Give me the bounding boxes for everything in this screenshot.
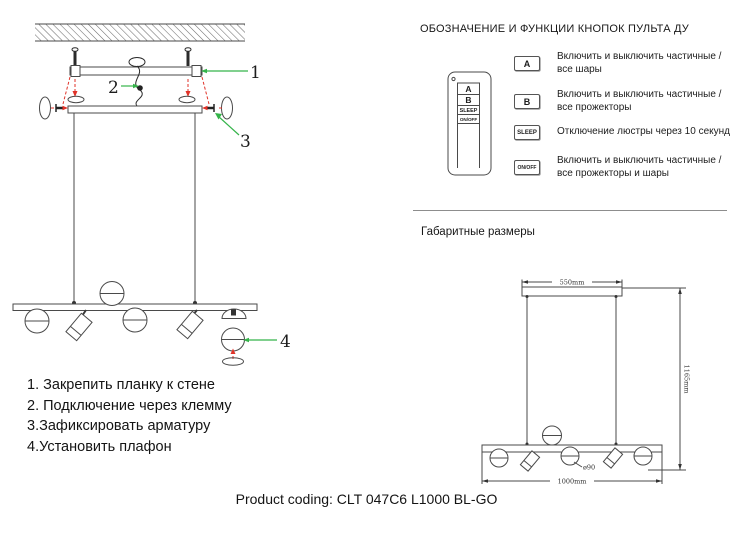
step-3: 3.Зафиксировать арматуру	[27, 418, 211, 434]
callout-2	[108, 78, 139, 98]
dim-550-label: 550mm	[559, 278, 585, 287]
spotlight	[66, 310, 92, 341]
dim-d90-label: ø90	[583, 463, 596, 472]
section-divider	[413, 210, 727, 211]
callout-3	[215, 113, 251, 152]
remote-button-a: A	[465, 84, 472, 94]
legend-onoff-line2: все прожекторы и шары	[557, 167, 669, 179]
legend-a-line2: все шары	[557, 63, 602, 75]
dim-sphere	[490, 449, 508, 467]
sphere-shade-top	[100, 282, 124, 306]
button-b-icon: B	[514, 94, 540, 109]
callout-1-label: 1	[250, 63, 261, 83]
dimensions-drawing	[455, 248, 695, 498]
mounting-screw-right	[185, 48, 191, 66]
legend-onoff-line1: Включить и выключить частичные /	[557, 155, 722, 166]
button-sleep-icon: SLEEP	[514, 125, 540, 140]
callout-2-label: 2	[108, 78, 119, 98]
dim-1000-label: 1000mm	[557, 477, 587, 486]
callout-4-label: 4	[280, 332, 291, 352]
legend-b-line2: все прожекторы	[557, 101, 632, 113]
callout-3-label: 3	[240, 132, 251, 152]
button-a-icon: A	[514, 56, 540, 71]
callout-4	[243, 332, 291, 352]
dim-canopy-plate	[522, 287, 622, 296]
installation-steps	[27, 375, 232, 457]
step-4: 4.Установить плафон	[27, 438, 172, 455]
sphere-shade-detached	[222, 328, 245, 365]
legend-a-line1: Включить и выключить частичные /	[557, 51, 722, 62]
legend-b-line1: Включить и выключить частичные /	[557, 89, 722, 100]
remote-section-title: ОБОЗНАЧЕНИЕ И ФУНКЦИИ КНОПОК ПУЛЬТА ДУ	[420, 23, 689, 35]
dim-spotlight	[520, 451, 539, 471]
dimensions-title: Габаритные размеры	[421, 226, 535, 238]
callout-1	[201, 63, 261, 83]
legend-row-b	[514, 89, 732, 114]
legend-row-onoff	[514, 155, 732, 180]
mounting-screw-left	[72, 48, 78, 66]
sphere-shade	[123, 308, 147, 332]
legend-sleep-line1: Отключение люстры через 10 секунд	[557, 126, 730, 138]
dim-550	[522, 279, 622, 288]
installation-diagram	[0, 0, 310, 370]
step-2: 2. Подключение через клемму	[27, 397, 232, 414]
button-onoff-icon: ON/OFF	[514, 160, 540, 175]
dim-1165-label: 1165mm	[682, 364, 691, 394]
remote-button-sleep: SLEEP	[459, 108, 478, 114]
dim-sphere-top	[543, 426, 562, 445]
remote-control-drawing	[440, 62, 502, 180]
sphere-shade	[25, 309, 49, 333]
legend-row-sleep	[514, 125, 732, 140]
mounting-strip	[70, 66, 202, 77]
legend-row-a	[514, 51, 732, 76]
power-cable	[129, 58, 145, 107]
canopy-plate	[68, 96, 202, 113]
step-1: 1. Закрепить планку к стене	[27, 377, 215, 393]
dim-sphere	[634, 447, 652, 465]
remote-button-onoff: ON/OFF	[459, 116, 478, 122]
remote-button-b: B	[465, 95, 472, 105]
dim-1165	[622, 288, 691, 470]
side-screw-left	[40, 97, 69, 119]
ceiling-hatch	[35, 24, 245, 41]
spotlight	[177, 310, 203, 339]
product-coding: Product coding: CLT 047C6 L1000 BL-GO	[235, 491, 498, 507]
